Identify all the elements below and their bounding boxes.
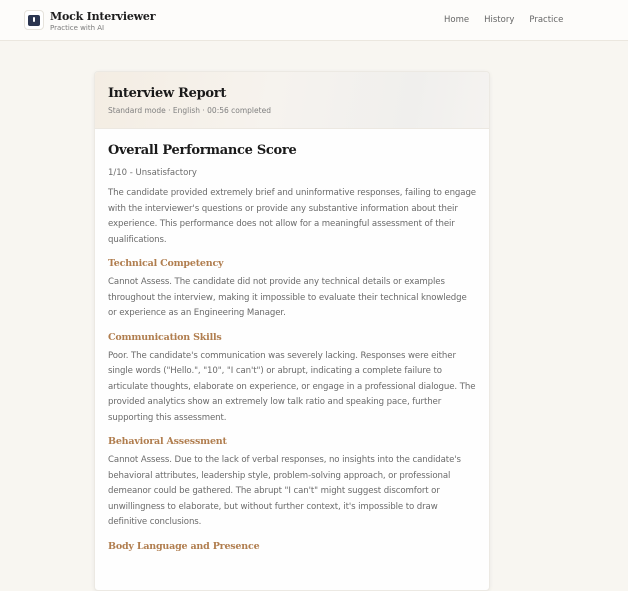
overall-score-heading: Overall Performance Score (108, 143, 297, 158)
main-nav (444, 15, 578, 25)
interview-report-card (94, 71, 490, 591)
app-title[interactable]: Mock Interviewer (50, 10, 156, 23)
report-header (95, 72, 489, 129)
section-communication-text: Poor. The candidate's communication was severely lacking. Responses were either single words ("Hello.", "10", "I can't") or abrupt, indicating a complete failure to articulate thoughts, elaborate on experience, or engage in a professional dialogue. The provided analytics show an extremely low talk ratio and speaking pace, further supporting this assessment. (108, 350, 476, 423)
app-subtitle: Practice with AI (50, 24, 105, 32)
app-logo[interactable] (24, 10, 44, 30)
section-behavioral-text: Cannot Assess. Due to the lack of verbal responses, no insights into the candidate's behavioral attributes, leadership style, problem-solving approach, or professional demeanor could be gathered. The abrupt "I can't" might suggest discomfort or unwillingness to elaborate, but without further context, it's impossible to draw definitive conclusions. (108, 455, 461, 527)
overall-score-value: 1/10 - Unsatisfactory (108, 168, 197, 178)
report-body (95, 129, 489, 566)
overall-summary: The candidate provided extremely brief and uninformative responses, failing to engage with the interviewer's questions or provide any substantive information about their experience. This performance does not allow for a meaningful assessment of their qualifications. (108, 188, 476, 245)
report-meta: Standard mode · English · 00:56 completed (108, 106, 271, 115)
section-technical-heading: Technical Competency (108, 258, 224, 269)
section-body-language-heading: Body Language and Presence (108, 540, 260, 552)
top-navigation-bar (0, 0, 628, 41)
nav-home-link[interactable]: Home (444, 15, 470, 25)
nav-history-link[interactable]: History (484, 15, 515, 25)
section-technical-text: Cannot Assess. The candidate did not provide any technical details or examples throughout the interview, making it impossible to evaluate their technical knowledge or experience as an Engineering Manager. (108, 277, 467, 318)
report-title: Interview Report (108, 86, 227, 101)
book-icon (28, 15, 40, 26)
nav-practice-link[interactable]: Practice (529, 15, 564, 25)
section-behavioral-heading: Behavioral Assessment (108, 436, 227, 447)
section-communication-heading: Communication Skills (108, 331, 222, 343)
